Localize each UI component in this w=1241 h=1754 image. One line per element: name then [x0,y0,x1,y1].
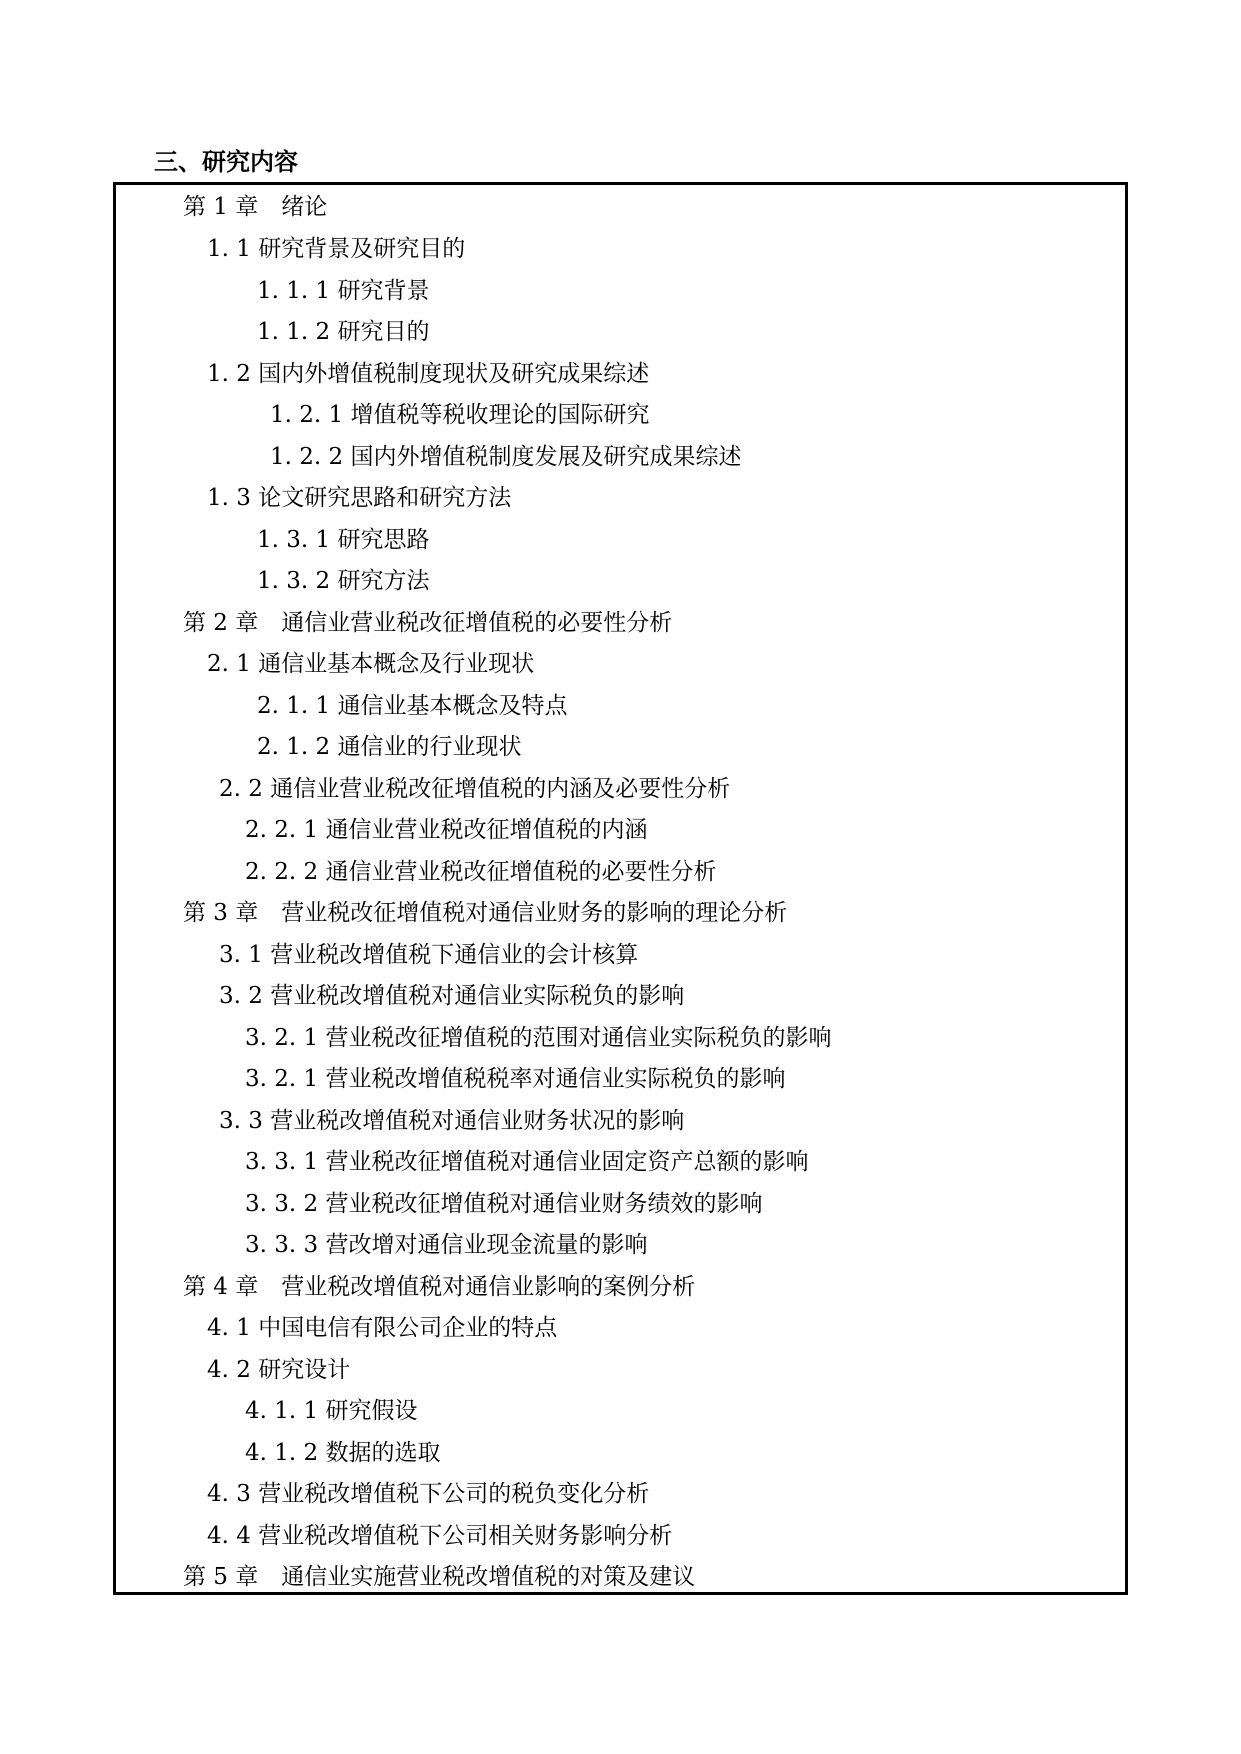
toc-section-2-2: 2. 2 通信业营业税改征增值税的内涵及必要性分析 [219,776,731,802]
toc-subsection-4-1-1: 4. 1. 1 研究假设 [245,1398,418,1424]
toc-section-2-1: 2. 1 通信业基本概念及行业现状 [207,651,535,677]
toc-subsection-3-2-1a: 3. 2. 1 营业税改征增值税的范围对通信业实际税负的影响 [245,1025,832,1051]
toc-subsection-3-3-3: 3. 3. 3 营改增对通信业现金流量的影响 [245,1232,648,1258]
toc-subsection-2-2-1: 2. 2. 1 通信业营业税改征增值税的内涵 [245,817,648,843]
toc-section-1-1: 1. 1 研究背景及研究目的 [207,236,466,262]
toc-subsection-1-1-1: 1. 1. 1 研究背景 [257,278,430,304]
toc-subsection-1-3-1: 1. 3. 1 研究思路 [257,527,430,553]
toc-subsection-2-1-2: 2. 1. 2 通信业的行业现状 [257,734,522,760]
toc-subsection-2-1-1: 2. 1. 1 通信业基本概念及特点 [257,693,568,719]
toc-subsection-3-3-1: 3. 3. 1 营业税改征增值税对通信业固定资产总额的影响 [245,1149,809,1175]
toc-section-4-1: 4. 1 中国电信有限公司企业的特点 [207,1315,558,1341]
toc-section-1-2: 1. 2 国内外增值税制度现状及研究成果综述 [207,361,650,387]
toc-section-3-1: 3. 1 营业税改增值税下通信业的会计核算 [219,942,639,968]
toc-subsection-3-2-1b: 3. 2. 1 营业税改增值税税率对通信业实际税负的影响 [245,1066,786,1092]
toc-chapter-1: 第 1 章 绪论 [183,194,328,220]
toc-subsection-3-3-2: 3. 3. 2 营业税改征增值税对通信业财务绩效的影响 [245,1191,763,1217]
toc-chapter-2: 第 2 章 通信业营业税改征增值税的必要性分析 [183,610,673,636]
section-heading: 三、研究内容 [154,147,298,176]
toc-subsection-1-2-2: 1. 2. 2 国内外增值税制度发展及研究成果综述 [270,444,742,470]
toc-section-4-4: 4. 4 营业税改增值税下公司相关财务影响分析 [207,1523,673,1549]
toc-chapter-4: 第 4 章 营业税改增值税对通信业影响的案例分析 [183,1274,696,1300]
toc-chapter-3: 第 3 章 营业税改征增值税对通信业财务的影响的理论分析 [183,900,788,926]
toc-subsection-2-2-2: 2. 2. 2 通信业营业税改征增值税的必要性分析 [245,859,717,885]
toc-subsection-4-1-2: 4. 1. 2 数据的选取 [245,1440,441,1466]
toc-section-4-3: 4. 3 营业税改增值税下公司的税负变化分析 [207,1481,650,1507]
toc-subsection-1-2-1: 1. 2. 1 增值税等税收理论的国际研究 [270,402,650,428]
toc-subsection-1-1-2: 1. 1. 2 研究目的 [257,319,430,345]
toc-section-4-2: 4. 2 研究设计 [207,1357,351,1383]
toc-subsection-1-3-2: 1. 3. 2 研究方法 [257,568,430,594]
toc-section-1-3: 1. 3 论文研究思路和研究方法 [207,485,512,511]
toc-section-3-3: 3. 3 营业税改增值税对通信业财务状况的影响 [219,1108,685,1134]
toc-chapter-5: 第 5 章 通信业实施营业税改增值税的对策及建议 [183,1564,696,1590]
toc-section-3-2: 3. 2 营业税改增值税对通信业实际税负的影响 [219,983,685,1009]
